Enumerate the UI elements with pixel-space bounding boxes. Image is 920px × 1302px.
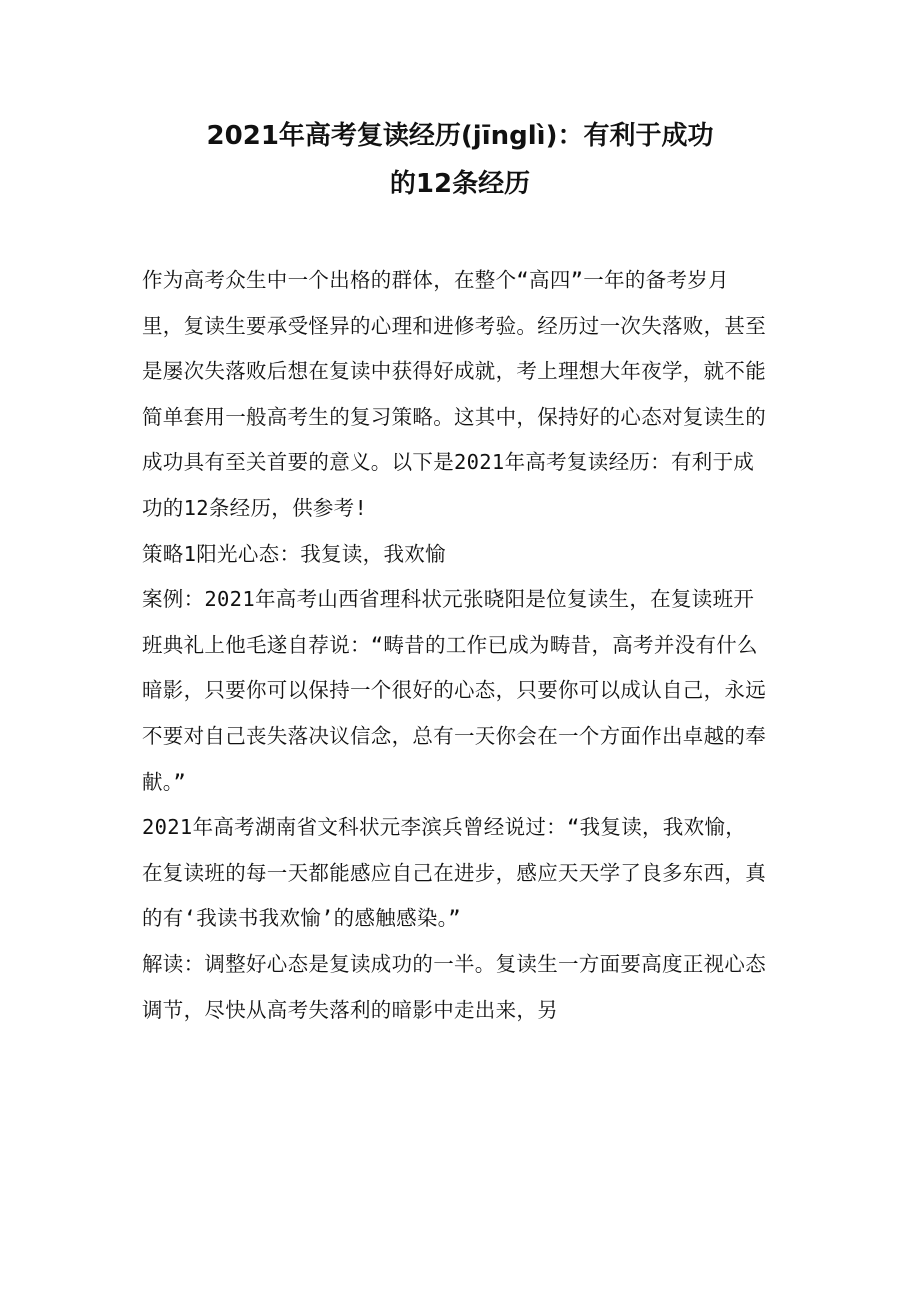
- strategy-heading: 策略1阳光心态：我复读，我欢愉: [142, 541, 446, 566]
- intro-paragraph: 作为高考众生中一个出格的群体，在整个“高四”一年的备考岁月里，复读生要承受怪异的心理和进修考验。经历过一次失落败，甚至是屡次失落败后想在复读中获得好成就，考上理想大年夜学，就不能简单套用一般高考生的复习策略。这其中，保持好的心态对复读生的成功具有至关首要的意义。以下是2021年高考复读经历：有利于成功的12条经历，供参考!: [142, 268, 766, 520]
- title-line-1: 2021年高考复读经历(jīnglì)：有利于成功: [206, 121, 714, 151]
- interpretation-paragraph: 解读：调整好心态是复读成功的一半。复读生一方面要高度正视心态调节，尽快从高考失落利的暗影中走出来，另: [142, 951, 766, 1022]
- case-paragraph: 案例：2021年高考山西省理科状元张晓阳是位复读生，在复读班开班典礼上他毛遂自荐说：“畴昔的工作已成为畴昔，高考并没有什么暗影，只要你可以保持一个很好的心态，只要你可以成认自己，永远不要对自己丧失落决议信念，总有一天你会在一个方面作出卓越的奉献。”: [142, 587, 766, 794]
- quote-paragraph: 2021年高考湖南省文科状元李滨兵曾经说过：“我复读，我欢愉，在复读班的每一天都能感应自己在进步，感应天天学了良多东西，真的有‘我读书我欢愉’的感触感染。”: [142, 815, 766, 931]
- title-line-2: 的12条经历: [389, 169, 531, 199]
- document-body: [142, 258, 766, 1033]
- document-title: [120, 112, 800, 208]
